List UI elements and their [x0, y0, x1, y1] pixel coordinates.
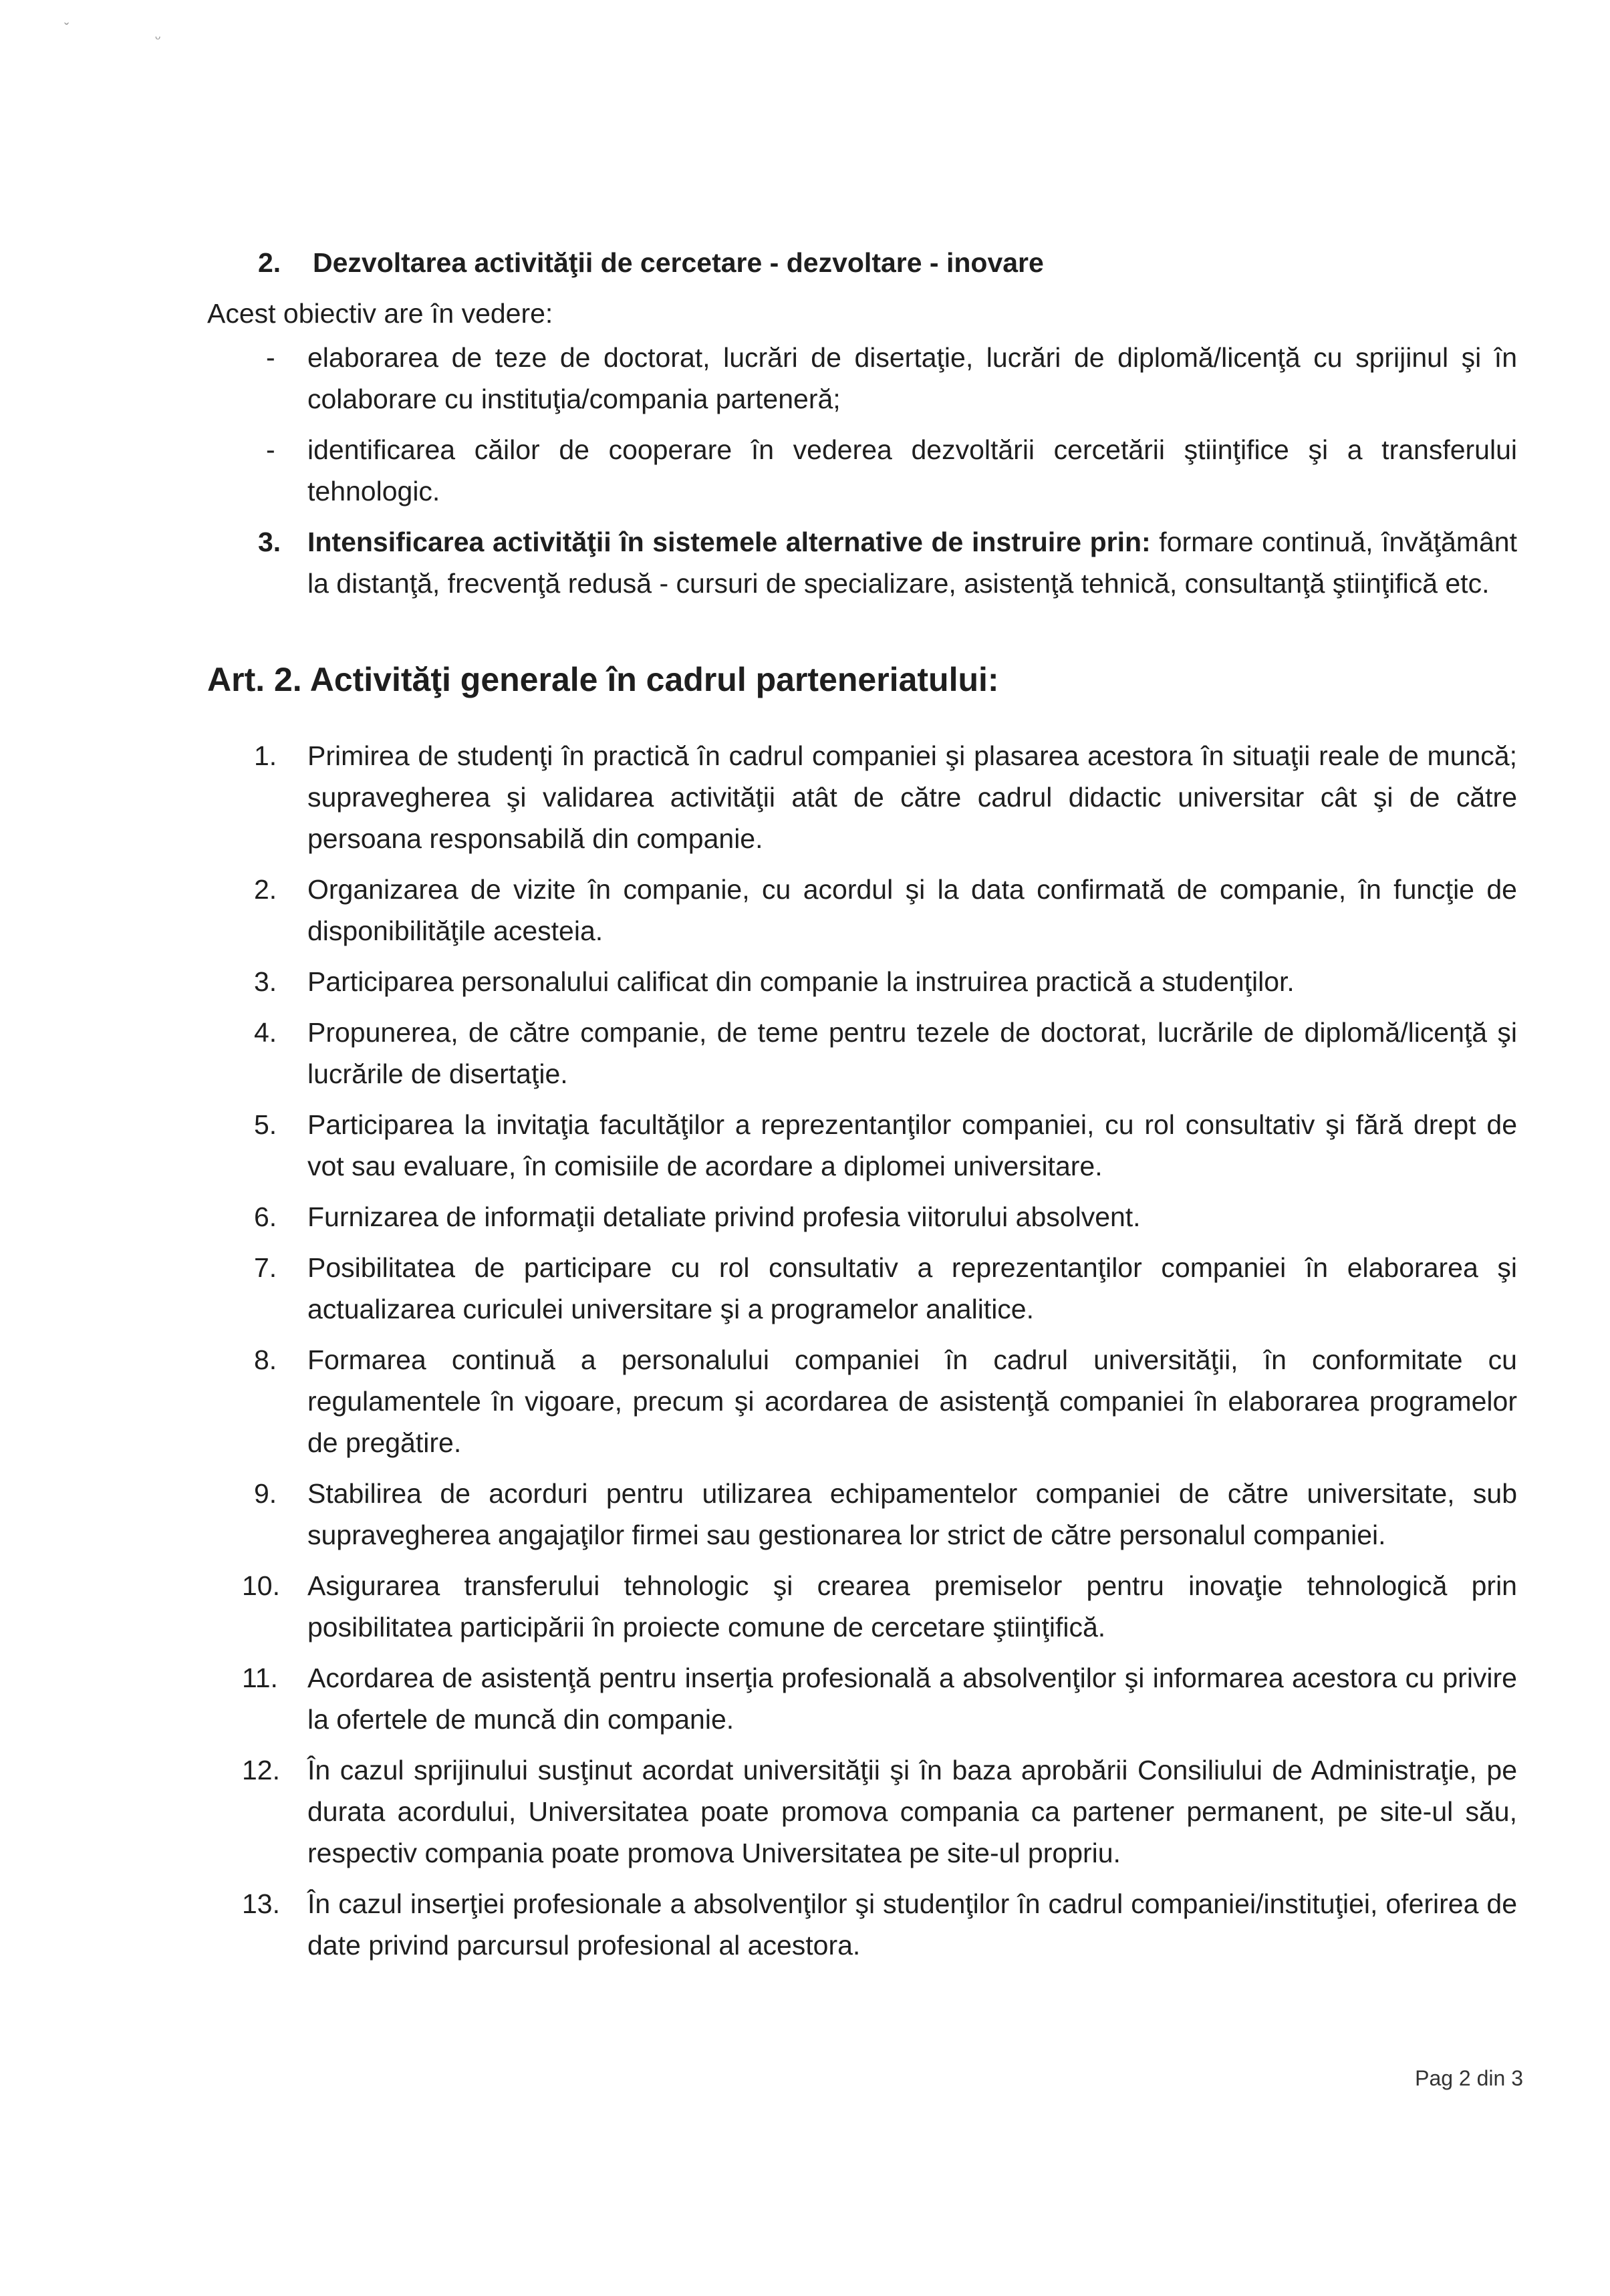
list-item-text: Acordarea de asistenţă pentru inserţia profesională a absolvenţilor şi informarea acestora cu privire la ofertele de muncă din companie.	[307, 1663, 1517, 1735]
list-item-number: 8.	[254, 1344, 277, 1375]
scan-artifact: ᵕ	[155, 29, 161, 46]
dash-bullet: -	[266, 434, 275, 465]
list-item-number: 13.	[242, 1888, 280, 1919]
section-2-intro: Acest obiectiv are în vedere:	[207, 298, 553, 329]
scan-artifact: ˇ	[64, 20, 70, 37]
art-2-heading: Art. 2. Activităţi generale în cadrul parteneriatului:	[207, 661, 999, 698]
section-2-number: 2.	[258, 247, 281, 278]
list-item-text: Stabilirea de acorduri pentru utilizarea echipamentelor companiei de către universitate, sub supravegherea angajaţilor firmei sau gestionarea lor strict de către personalul companiei.	[307, 1478, 1517, 1550]
list-item-number: 4.	[254, 1017, 277, 1048]
page-number: Pag 2 din 3	[1415, 2066, 1523, 2090]
list-item-text: Propunerea, de către companie, de teme pentru tezele de doctorat, lucrările de diplomă/licenţă şi lucrările de disertaţie.	[307, 1017, 1517, 1089]
list-item-text: Formarea continuă a personalului companiei în cadrul universităţii, în conformitate cu regulamentele în vigoare, precum şi acordarea de asistenţă companiei în elaborarea programelor de pregătire.	[307, 1344, 1517, 1458]
list-item-number: 7.	[254, 1252, 277, 1283]
section-2-title	[258, 242, 1517, 283]
list-item-text: În cazul sprijinului susţinut acordat universităţii şi în baza aprobării Consiliului de Administraţie, pe durata acordului, Universitatea poate promova compania ca partener permanent, pe site-ul său, respectiv compania poate promova Universitatea pe site-ul propriu.	[307, 1755, 1517, 1868]
list-item-number: 10.	[242, 1570, 280, 1601]
list-item	[207, 1104, 1517, 1187]
document-body	[207, 242, 1517, 1975]
list-item	[207, 735, 1517, 859]
list-item-number: 3.	[254, 966, 277, 997]
list-item	[207, 1657, 1517, 1740]
section-2-list	[207, 337, 1517, 512]
list-item-text: Participarea la invitaţia facultăţilor a reprezentanţilor companiei, cu rol consultativ şi fără drept de vot sau evaluare, în comisiile de acordare a diplomei universitare.	[307, 1109, 1517, 1181]
list-item-text: Furnizarea de informaţii detaliate privind profesia viitorului absolvent.	[307, 1201, 1141, 1232]
list-item-text: Posibilitatea de participare cu rol consultativ a reprezentanţilor companiei în elaborarea şi actualizarea curiculei universitare şi a programelor analitice.	[307, 1252, 1517, 1324]
list-item-number: 11.	[242, 1663, 278, 1693]
list-item	[207, 1883, 1517, 1966]
list-item-text: Organizarea de vizite în companie, cu acordul şi la data confirmată de companie, în funcţie de disponibilităţile acesteia.	[307, 874, 1517, 946]
section-3-title: Intensificarea activităţii în sistemele alternative de instruire prin:	[307, 527, 1151, 557]
art-2-list	[207, 735, 1517, 1966]
section-3-text: formare continuă, învăţământ la distanţă, frecvenţă redusă - cursuri de specializare, asistenţă tehnică, consultanţă ştiinţifică etc.	[307, 527, 1518, 599]
list-item-number: 2.	[254, 874, 277, 905]
list-item-text: Asigurarea transferului tehnologic şi crearea premiselor pentru inovaţie tehnologică prin posibilitatea participării în proiecte comune de cercetare ştiinţifică.	[307, 1570, 1517, 1642]
list-item-number: 9.	[254, 1478, 277, 1509]
list-item	[207, 1565, 1517, 1648]
list-item-number: 1.	[254, 740, 277, 771]
list-item-text: elaborarea de teze de doctorat, lucrări de disertaţie, lucrări de diplomă/licenţă cu sprijinul şi în colaborare cu instituţia/compania parteneră;	[307, 342, 1517, 414]
list-item	[207, 337, 1517, 420]
dash-bullet: -	[266, 342, 275, 373]
list-item	[207, 1012, 1517, 1095]
list-item	[207, 1339, 1517, 1463]
list-item-number: 5.	[254, 1109, 277, 1140]
list-item-number: 6.	[254, 1201, 277, 1232]
list-item	[207, 1473, 1517, 1556]
list-item	[207, 429, 1517, 512]
section-2-title-text: Dezvoltarea activităţii de cercetare - dezvoltare - inovare	[313, 247, 1044, 278]
section-3	[207, 521, 1517, 604]
list-item	[207, 961, 1517, 1002]
list-item	[207, 869, 1517, 952]
list-item-text: Primirea de studenţi în practică în cadrul companiei şi plasarea acestora în situaţii reale de muncă; supravegherea şi validarea activităţii atât de către cadrul didactic universitar cât şi de către persoana responsabilă din companie.	[307, 740, 1517, 854]
list-item-number: 12.	[242, 1755, 280, 1785]
list-item-text: În cazul inserţiei profesionale a absolvenţilor şi studenţilor în cadrul companiei/instituţiei, oferirea de date privind parcursul profesional al acestora.	[307, 1888, 1517, 1961]
section-3-number: 3.	[258, 527, 281, 557]
list-item-text: identificarea căilor de cooperare în vederea dezvoltării cercetării ştiinţifice şi a transferului tehnologic.	[307, 434, 1517, 507]
list-item	[207, 1749, 1517, 1874]
list-item	[207, 1247, 1517, 1330]
list-item-text: Participarea personalului calificat din companie la instruirea practică a studenţilor.	[307, 966, 1295, 997]
list-item	[207, 1196, 1517, 1238]
